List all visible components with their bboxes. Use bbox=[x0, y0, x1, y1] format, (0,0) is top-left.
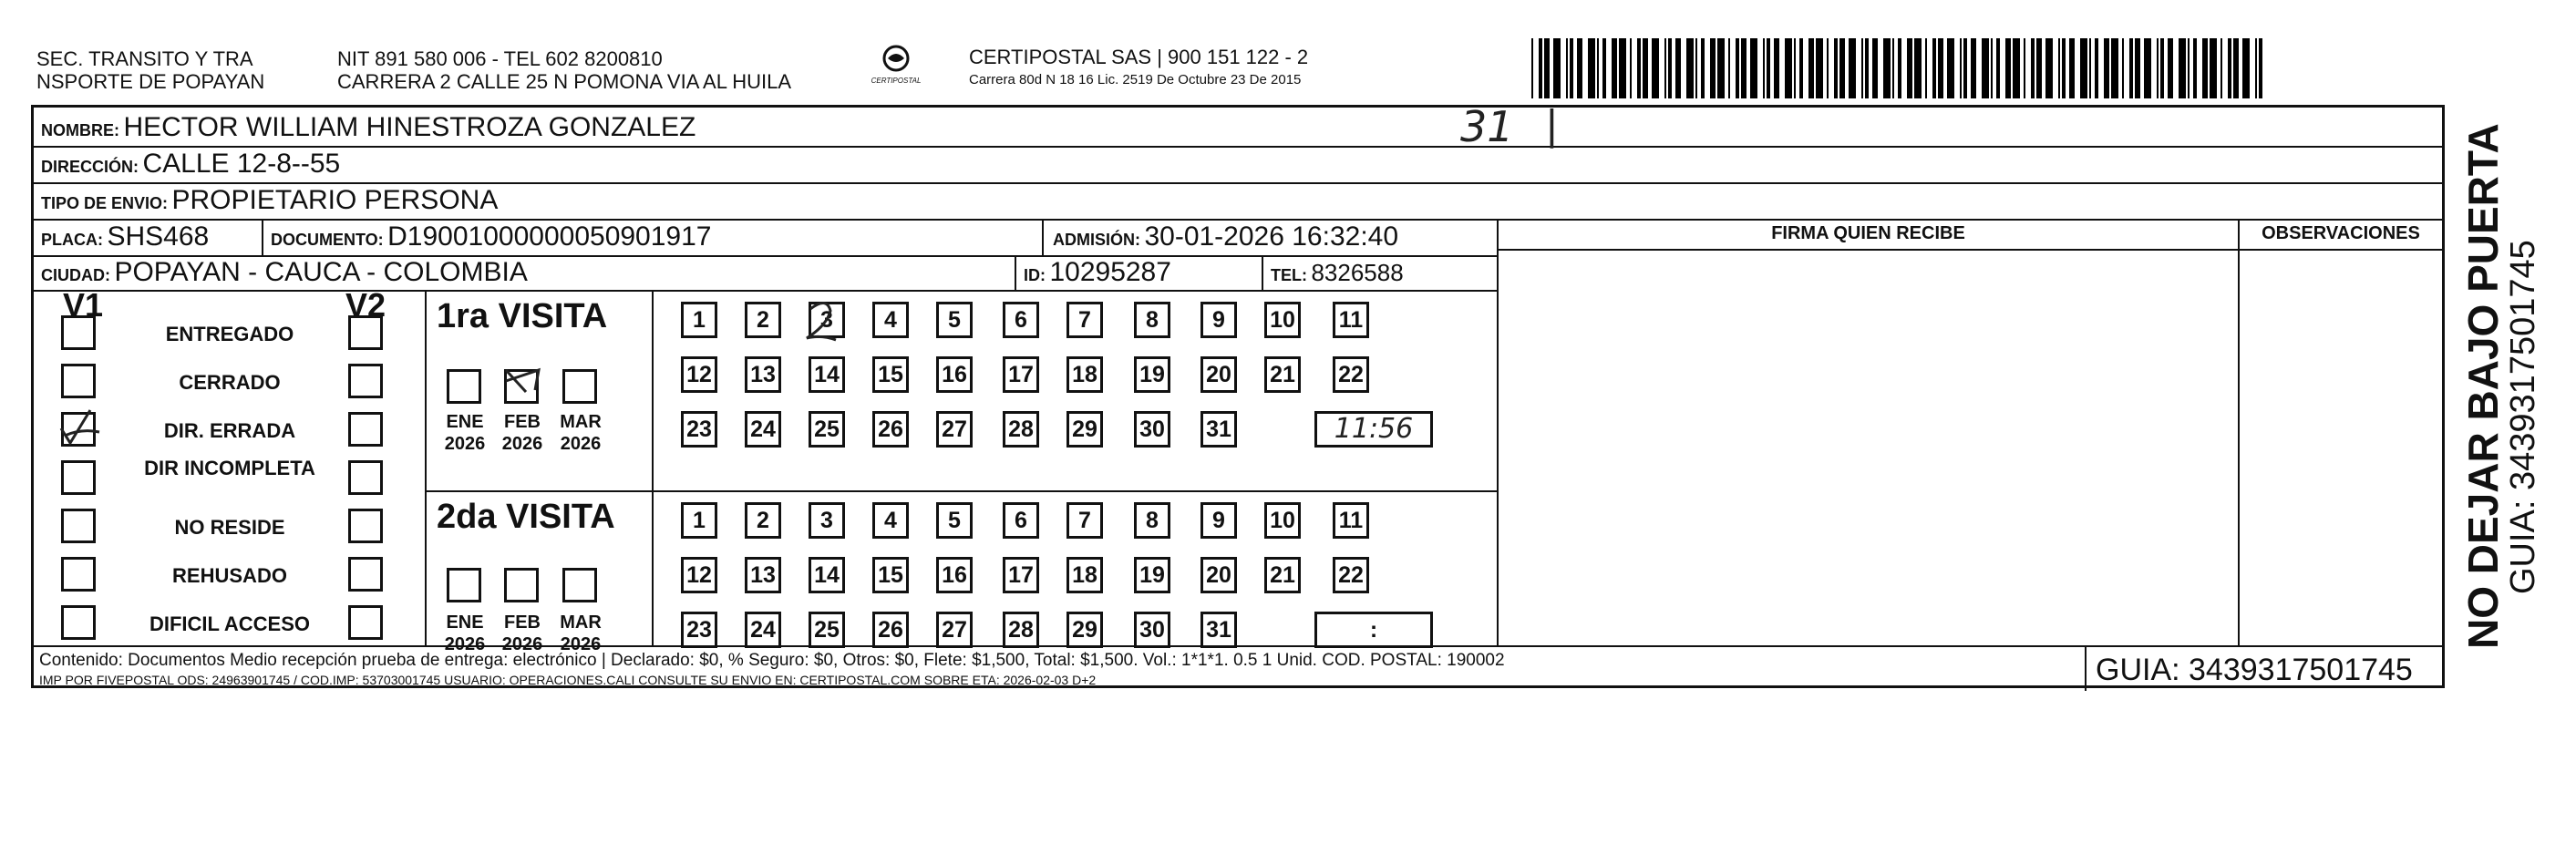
year-label: 2026 bbox=[501, 434, 543, 454]
barcode-bar bbox=[1577, 38, 1582, 98]
admision-label: ADMISIÓN: bbox=[1053, 231, 1140, 249]
day-box[interactable]: 9 bbox=[1200, 502, 1237, 539]
handwritten-day-mark bbox=[799, 294, 845, 349]
barcode-bar bbox=[2005, 38, 2011, 98]
day-box[interactable]: 28 bbox=[1003, 612, 1039, 648]
tel-value: 8326588 bbox=[1311, 259, 1404, 286]
day-box[interactable]: 29 bbox=[1066, 612, 1103, 648]
handwritten-number: 31 bbox=[1460, 102, 1514, 151]
ciudad-value: POPAYAN - CAUCA - COLOMBIA bbox=[114, 257, 528, 287]
v1-checkbox[interactable] bbox=[61, 364, 96, 398]
year-label: 2026 bbox=[501, 634, 543, 654]
barcode-bar bbox=[1637, 38, 1641, 98]
barcode-bar bbox=[2221, 38, 2222, 98]
barcode-bar bbox=[1839, 38, 1845, 98]
barcode-bar bbox=[2157, 38, 2159, 98]
checklist-option-label: REHUSADO bbox=[172, 564, 287, 587]
barcode-bar bbox=[1741, 38, 1747, 98]
admision-row bbox=[1053, 221, 1398, 258]
barcode-bar bbox=[1612, 38, 1617, 98]
month-caption bbox=[438, 411, 492, 455]
footer-contents: Contenido: Documentos Medio recepción prueba de entrega: electrónico | Declarado: $0, % Seguro: $0, Otros: $0, Flete: $1,500, Total: $1,500. Vol.: 1*1*1. 0.5 1 Unid. COD. POSTAL: 190002 bbox=[39, 651, 1505, 670]
direccion-row bbox=[41, 148, 340, 185]
barcode-bar bbox=[1947, 38, 1954, 98]
barcode-bar bbox=[1750, 38, 1757, 98]
year-label: 2026 bbox=[560, 634, 602, 654]
month-caption bbox=[495, 612, 550, 655]
barcode-bar bbox=[2111, 38, 2118, 98]
barcode-bar bbox=[2135, 38, 2140, 98]
tel-label: TEL: bbox=[1271, 266, 1307, 284]
barcode-bar bbox=[1602, 38, 1606, 98]
barcode-bar bbox=[1982, 38, 1989, 98]
day-box[interactable]: 10 bbox=[1264, 502, 1301, 539]
side-guia: GUIA: 3439317501745 bbox=[2504, 240, 2542, 594]
barcode-bar bbox=[1827, 38, 1829, 98]
checklist-option-label: DIR. ERRADA bbox=[163, 419, 296, 442]
day-box[interactable]: 12 bbox=[681, 356, 717, 393]
day-box[interactable]: 14 bbox=[809, 557, 845, 593]
day-box[interactable]: 13 bbox=[745, 557, 781, 593]
admision-value: 30-01-2026 16:32:40 bbox=[1144, 221, 1399, 252]
barcode bbox=[1531, 38, 2279, 98]
day-box[interactable]: 26 bbox=[872, 612, 909, 648]
documento-row bbox=[271, 221, 711, 258]
org-line-1: SEC. TRANSITO Y TRA bbox=[36, 47, 253, 70]
day-box[interactable]: 7 bbox=[1066, 302, 1103, 338]
barcode-bar bbox=[2188, 38, 2190, 98]
day-box[interactable]: 10 bbox=[1264, 302, 1301, 338]
barcode-bar bbox=[1898, 38, 1901, 98]
month-label: MAR bbox=[560, 412, 602, 432]
barcode-bar bbox=[1763, 38, 1765, 98]
firma-header: FIRMA QUIEN RECIBE bbox=[1771, 223, 1965, 243]
company-sub: Carrera 80d N 18 16 Lic. 2519 De Octubre 23 De 2015 bbox=[969, 72, 1302, 87]
barcode-bar bbox=[1996, 38, 2000, 98]
observaciones-header: OBSERVACIONES bbox=[2262, 223, 2420, 243]
v2-checkbox[interactable] bbox=[348, 509, 383, 543]
barcode-bar bbox=[1619, 38, 1626, 98]
day-box[interactable]: 22 bbox=[1333, 557, 1369, 593]
day-box[interactable]: 19 bbox=[1134, 557, 1170, 593]
day-box[interactable]: 1 bbox=[681, 502, 717, 539]
barcode-bar bbox=[2036, 38, 2042, 98]
day-box[interactable]: 16 bbox=[936, 356, 973, 393]
day-box[interactable]: 6 bbox=[1003, 302, 1039, 338]
barcode-bar bbox=[1861, 38, 1863, 98]
v2-checkbox[interactable] bbox=[348, 364, 383, 398]
day-box[interactable]: 1 bbox=[681, 302, 717, 338]
day-box[interactable]: 28 bbox=[1003, 411, 1039, 448]
barcode-bar bbox=[2168, 38, 2173, 98]
day-box[interactable]: 20 bbox=[1200, 557, 1237, 593]
tipo-label: TIPO DE ENVIO: bbox=[41, 194, 169, 212]
day-box[interactable]: 4 bbox=[872, 502, 909, 539]
barcode-bar bbox=[2024, 38, 2025, 98]
handwritten-check-mark bbox=[54, 401, 108, 456]
nombre-label: NOMBRE: bbox=[41, 121, 119, 139]
day-box[interactable]: 2 bbox=[745, 502, 781, 539]
month-label: FEB bbox=[504, 612, 541, 633]
barcode-bar bbox=[1668, 38, 1672, 98]
month-checkbox[interactable] bbox=[447, 369, 481, 404]
day-box[interactable]: 17 bbox=[1003, 557, 1039, 593]
tipo-value: PROPIETARIO PERSONA bbox=[171, 185, 499, 215]
barcode-bar bbox=[2031, 38, 2035, 98]
barcode-bar bbox=[1630, 38, 1632, 98]
footer-print-info: IMP POR FIVEPOSTAL ODS: 24963901745 / COD.IMP: 53703001745 USUARIO: OPERACIONES.CALI CONSULTE SU ENVIO EN: CERTIPOSTAL.COM SOBRE ETA: 2026-02-03 D+2 bbox=[39, 673, 1097, 687]
barcode-bar bbox=[1834, 38, 1838, 98]
barcode-bar bbox=[1892, 38, 1894, 98]
barcode-bar bbox=[1539, 38, 1542, 98]
v2-checkbox[interactable] bbox=[348, 412, 383, 447]
barcode-bar bbox=[1960, 38, 1962, 98]
checklist-option-label: ENTREGADO bbox=[165, 323, 294, 345]
v2-checkbox[interactable] bbox=[348, 315, 383, 350]
v2-checkbox[interactable] bbox=[348, 557, 383, 592]
ciudad-label: CIUDAD: bbox=[41, 266, 110, 284]
day-box[interactable]: 5 bbox=[936, 302, 973, 338]
v1-header: V1 bbox=[63, 286, 104, 324]
barcode-bar bbox=[2144, 38, 2151, 98]
month-label: ENE bbox=[446, 612, 484, 633]
org-name bbox=[36, 47, 264, 93]
barcode-bar bbox=[1643, 38, 1648, 98]
v1-checkbox[interactable] bbox=[61, 605, 96, 640]
day-box[interactable]: 31 bbox=[1200, 411, 1237, 448]
handwritten-time: 11:56 bbox=[1334, 413, 1414, 445]
barcode-bar bbox=[2058, 38, 2060, 98]
documento-value: D19001000000050901917 bbox=[387, 221, 712, 252]
day-box[interactable]: 24 bbox=[745, 411, 781, 448]
delivery-form: NOMBRE: HECTOR WILLIAM HINESTROZA GONZALEZ DIRECCIÓN: CALLE 12-8--55 TIPO DE ENVIO: PROPIETARIO PERSONA PLACA: SHS468 DOCUMENTO: D19001000000050901917 ADMISIÓN: 30-01-2026 16:32:40 CIUDAD: POPAYAN - CAUCA - COLOMBIA ID: 10295287 TEL: 8326588 FIRMA QUIEN RECIBE OBSERVACIONES V1 V2 ENTREGADO CERRADO DIR. ERRADA DIR INCOMPLETA NO RESIDE REHUSADO DIFICIL ACCESO 1ra VISITA 2da VISITA 1 2 3 4 5 6 7 8 9 10 11 12 13 14 15 16 17 18 19 20 21 22 23 24 25 26 27 28 29 30 31 11:56 1 2 3 4 5 6 7 8 9 10 11 12 13 14 15 16 17 18 19 20 21 22 23 24 25 26 27 28 29 30 31 : ENE 2026 FEB 2026 MAR 2026 ENE 2026 FEB 2026 MAR 2026 31 | Contenido: Documentos Medio recepción prueba de entrega: electrónico | Declarado: $0, % Seguro: $0, Otros: $0, Flete: $1,500, Total: $1,500. Vol.: 1*1*1. 0.5 1 Unid. COD. POSTAL: 190002 IMP POR FIVEPOSTAL ODS: 24963901745 / COD.IMP: 53703001745 USUARIO: OPERACIONES.CALI CONSULTE SU ENVIO EN: CERTIPOSTAL.COM SOBRE ETA: 2026-02-03 D+2 GUIA: 3439317501745 bbox=[31, 105, 2445, 688]
nombre-row bbox=[41, 111, 696, 149]
day-box[interactable]: 23 bbox=[681, 411, 717, 448]
barcode-bar bbox=[2160, 38, 2164, 98]
id-row bbox=[1024, 256, 1171, 293]
barcode-bar bbox=[2259, 38, 2262, 98]
checklist-option-label: DIR INCOMPLETA bbox=[144, 457, 315, 479]
barcode-bar bbox=[2179, 38, 2186, 98]
day-box[interactable]: 27 bbox=[936, 612, 973, 648]
day-box[interactable]: 17 bbox=[1003, 356, 1039, 393]
ciudad-row bbox=[41, 256, 528, 293]
v2-header: V2 bbox=[345, 286, 386, 324]
side-notice bbox=[2461, 123, 2541, 649]
footer-guia: GUIA: 3439317501745 bbox=[2096, 653, 2413, 687]
id-value: 10295287 bbox=[1049, 257, 1171, 287]
day-box[interactable]: 3 bbox=[809, 302, 845, 338]
v1-checkbox[interactable] bbox=[61, 315, 96, 350]
barcode-bar bbox=[1664, 38, 1666, 98]
barcode-bar bbox=[2233, 38, 2239, 98]
logo-icon bbox=[864, 40, 928, 95]
checklist-option-label: NO RESIDE bbox=[174, 516, 285, 539]
month-label: FEB bbox=[504, 412, 541, 432]
handwritten-month-mark bbox=[499, 363, 553, 408]
barcode-bar bbox=[1728, 38, 1730, 98]
placa-label: PLACA: bbox=[41, 231, 103, 249]
barcode-bar bbox=[1849, 38, 1856, 98]
month-checkbox[interactable] bbox=[504, 568, 539, 602]
barcode-bar bbox=[1938, 38, 1943, 98]
barcode-bar bbox=[1710, 38, 1716, 98]
day-box[interactable]: 30 bbox=[1134, 612, 1170, 648]
nit-line: NIT 891 580 006 - TEL 602 8200810 bbox=[337, 47, 663, 70]
month-caption bbox=[553, 411, 608, 455]
day-box[interactable]: 6 bbox=[1003, 502, 1039, 539]
day-box[interactable]: 8 bbox=[1134, 302, 1170, 338]
year-label: 2026 bbox=[560, 434, 602, 454]
barcode-bar bbox=[1736, 38, 1739, 98]
year-label: 2026 bbox=[444, 434, 486, 454]
barcode-bar bbox=[2104, 38, 2109, 98]
org-contact bbox=[337, 47, 791, 93]
barcode-bar bbox=[1799, 38, 1803, 98]
day-box[interactable]: 24 bbox=[745, 612, 781, 648]
month-caption bbox=[438, 612, 492, 655]
id-label: ID: bbox=[1024, 266, 1046, 284]
day-box[interactable]: 15 bbox=[872, 356, 909, 393]
day-box[interactable]: 21 bbox=[1264, 356, 1301, 393]
barcode-bar bbox=[1675, 38, 1681, 98]
day-box[interactable]: 14 bbox=[809, 356, 845, 393]
barcode-bar bbox=[1872, 38, 1878, 98]
barcode-bar bbox=[1695, 38, 1697, 98]
time-placeholder: : bbox=[1369, 617, 1378, 643]
day-box[interactable]: 18 bbox=[1066, 356, 1103, 393]
barcode-bar bbox=[1588, 38, 1595, 98]
month-checkbox[interactable] bbox=[447, 568, 481, 602]
day-box[interactable]: 31 bbox=[1200, 612, 1237, 648]
day-box[interactable]: 16 bbox=[936, 557, 973, 593]
first-visit-title: 1ra VISITA bbox=[437, 297, 608, 335]
v1-checkbox[interactable] bbox=[61, 509, 96, 543]
checklist-option-label: DIFICIL ACCESO bbox=[149, 612, 310, 635]
day-box[interactable]: 18 bbox=[1066, 557, 1103, 593]
org-line-2: NSPORTE DE POPAYAN bbox=[36, 70, 265, 93]
checklist-option-label: CERRADO bbox=[179, 371, 281, 394]
day-box[interactable]: 3 bbox=[809, 502, 845, 539]
barcode-bar bbox=[2013, 38, 2020, 98]
barcode-bar bbox=[1767, 38, 1770, 98]
day-box[interactable]: 25 bbox=[809, 612, 845, 648]
barcode-bar bbox=[1774, 38, 1779, 98]
barcode-bar bbox=[2228, 38, 2231, 98]
barcode-bar bbox=[1701, 38, 1705, 98]
day-box[interactable]: 20 bbox=[1200, 356, 1237, 393]
month-checkbox[interactable] bbox=[562, 369, 597, 404]
barcode-bar bbox=[2193, 38, 2197, 98]
company-info bbox=[969, 46, 1308, 88]
company-line: CERTIPOSTAL SAS | 900 151 122 - 2 bbox=[969, 46, 1309, 68]
barcode-bar bbox=[2069, 38, 2075, 98]
day-box[interactable]: 13 bbox=[745, 356, 781, 393]
v2-checkbox[interactable] bbox=[348, 460, 383, 495]
barcode-bar bbox=[1597, 38, 1599, 98]
barcode-bar bbox=[1553, 38, 1561, 98]
barcode-bar bbox=[1570, 38, 1573, 98]
day-box[interactable]: 19 bbox=[1134, 356, 1170, 393]
day-box[interactable]: 21 bbox=[1264, 557, 1301, 593]
certipostal-logo bbox=[864, 40, 928, 95]
barcode-bar bbox=[1566, 38, 1568, 98]
barcode-bar bbox=[1883, 38, 1891, 98]
tel-row bbox=[1271, 256, 1404, 293]
day-box[interactable]: 26 bbox=[872, 411, 909, 448]
documento-label: DOCUMENTO: bbox=[271, 231, 384, 249]
barcode-bar bbox=[2062, 38, 2066, 98]
tipo-row bbox=[41, 184, 498, 221]
barcode-bar bbox=[2095, 38, 2098, 98]
day-box[interactable]: 2 bbox=[745, 302, 781, 338]
direccion-label: DIRECCIÓN: bbox=[41, 158, 139, 176]
placa-value: SHS468 bbox=[107, 221, 210, 252]
day-box[interactable]: 15 bbox=[872, 557, 909, 593]
day-box[interactable]: 30 bbox=[1134, 411, 1170, 448]
second-visit-title: 2da VISITA bbox=[437, 498, 615, 536]
barcode-bar bbox=[2080, 38, 2087, 98]
day-box[interactable]: 22 bbox=[1333, 356, 1369, 393]
month-caption bbox=[495, 411, 550, 455]
barcode-bar bbox=[1794, 38, 1796, 98]
day-box[interactable]: 27 bbox=[936, 411, 973, 448]
placa-row bbox=[41, 221, 209, 258]
barcode-bar bbox=[1925, 38, 1927, 98]
barcode-bar bbox=[1544, 38, 1550, 98]
barcode-bar bbox=[1652, 38, 1659, 98]
direccion-value: CALLE 12-8--55 bbox=[142, 149, 341, 179]
day-box[interactable]: 5 bbox=[936, 502, 973, 539]
barcode-bar bbox=[1865, 38, 1869, 98]
month-checkbox[interactable] bbox=[562, 568, 597, 602]
barcode-bar bbox=[2122, 38, 2124, 98]
barcode-bar bbox=[1971, 38, 1976, 98]
barcode-bar bbox=[2089, 38, 2091, 98]
handwritten-time-box[interactable] bbox=[1314, 411, 1433, 448]
barcode-bar bbox=[2255, 38, 2257, 98]
month-label: MAR bbox=[560, 612, 602, 633]
barcode-bar bbox=[1963, 38, 1967, 98]
month-label: ENE bbox=[446, 412, 484, 432]
barcode-bar bbox=[2202, 38, 2208, 98]
day-box[interactable]: 8 bbox=[1134, 502, 1170, 539]
day-box[interactable]: 7 bbox=[1066, 502, 1103, 539]
v1-checkbox[interactable] bbox=[61, 460, 96, 495]
day-box[interactable]: 23 bbox=[681, 612, 717, 648]
barcode-bar bbox=[2210, 38, 2217, 98]
barcode-bar bbox=[2242, 38, 2250, 98]
barcode-bar bbox=[1816, 38, 1823, 98]
year-label: 2026 bbox=[444, 634, 486, 654]
barcode-bar bbox=[2045, 38, 2053, 98]
v1-checkbox[interactable] bbox=[61, 557, 96, 592]
barcode-bar bbox=[1907, 38, 1912, 98]
day-box[interactable]: 11 bbox=[1333, 302, 1369, 338]
barcode-bar bbox=[1932, 38, 1936, 98]
side-warning: NO DEJAR BAJO PUERTA bbox=[2459, 123, 2507, 649]
barcode-bar bbox=[1808, 38, 1814, 98]
day-box[interactable]: 4 bbox=[872, 302, 909, 338]
barcode-bar bbox=[1991, 38, 1993, 98]
day-box[interactable]: 29 bbox=[1066, 411, 1103, 448]
day-box[interactable]: 11 bbox=[1333, 502, 1369, 539]
nombre-value: HECTOR WILLIAM HINESTROZA GONZALEZ bbox=[123, 112, 696, 142]
address-line: CARRERA 2 CALLE 25 N POMONA VIA AL HUILA bbox=[337, 70, 792, 93]
barcode-bar bbox=[1914, 38, 1922, 98]
barcode-bar bbox=[1785, 38, 1792, 98]
day-box[interactable]: 12 bbox=[681, 557, 717, 593]
time-box[interactable] bbox=[1314, 612, 1433, 648]
barcode-bar bbox=[1686, 38, 1694, 98]
logo-text: CERTIPOSTAL bbox=[871, 77, 922, 85]
barcode-bar bbox=[1531, 38, 1533, 98]
month-caption bbox=[553, 612, 608, 655]
v2-checkbox[interactable] bbox=[348, 605, 383, 640]
barcode-bar bbox=[1717, 38, 1725, 98]
barcode-bar bbox=[2129, 38, 2133, 98]
day-box[interactable]: 25 bbox=[809, 411, 845, 448]
day-box[interactable]: 9 bbox=[1200, 302, 1237, 338]
